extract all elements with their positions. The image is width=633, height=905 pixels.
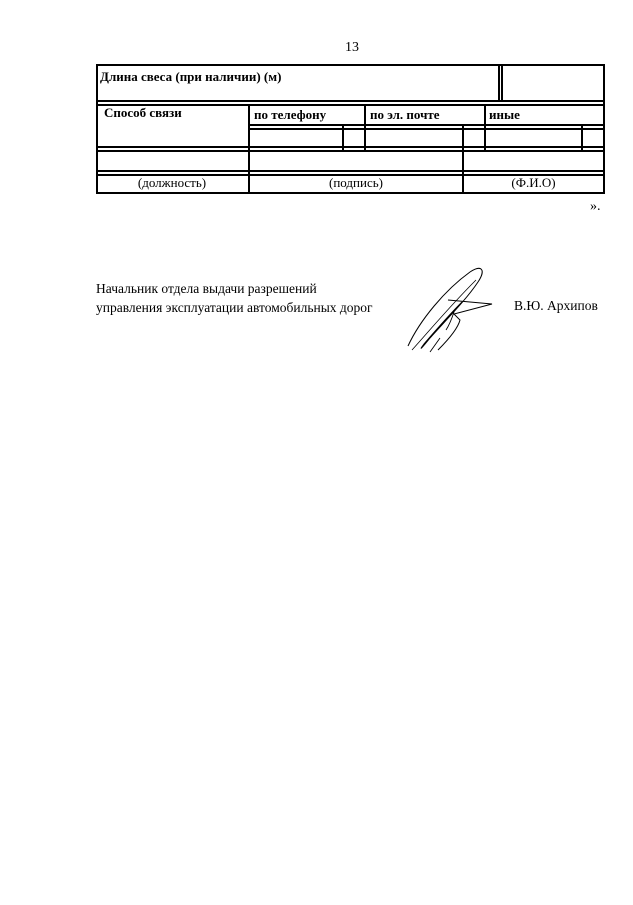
contact-other-label: иные	[489, 107, 520, 122]
name-caption: (Ф.И.О)	[511, 175, 556, 190]
table-rule	[96, 150, 605, 152]
table-rule	[501, 64, 503, 102]
contact-by-email-label: по эл. почте	[370, 107, 440, 122]
signatory-title	[96, 279, 373, 317]
table-rule	[248, 128, 605, 130]
table-border-left	[96, 64, 98, 194]
table-rule	[248, 104, 250, 150]
table-rule	[462, 126, 464, 150]
page-number: 13	[345, 40, 359, 55]
table-rule	[498, 64, 500, 102]
closing-quote: ».	[590, 199, 601, 214]
signatory-name: В.Ю. Архипов	[514, 298, 598, 313]
permit-form-table	[96, 64, 605, 194]
signatory-title-line-2: управления эксплуатации автомобильных дорог	[96, 300, 373, 315]
table-border-bottom	[96, 192, 605, 194]
table-border-top	[96, 64, 605, 66]
table-rule	[342, 126, 344, 150]
handwritten-signature	[400, 260, 505, 360]
contact-method-label: Способ связи	[104, 105, 182, 120]
table-rule	[484, 104, 486, 150]
table-border-right	[603, 64, 605, 194]
overhang-length-label: Длина свеса (при наличии) (м)	[100, 69, 282, 84]
table-rule	[581, 126, 583, 150]
signatory-title-line-1: Начальник отдела выдачи разрешений	[96, 281, 317, 296]
signature-caption: (подпись)	[329, 175, 383, 190]
table-rule	[96, 100, 605, 102]
table-rule	[96, 170, 605, 172]
table-rule	[248, 124, 605, 126]
table-rule	[364, 104, 366, 150]
table-rule	[96, 146, 605, 148]
position-caption: (должность)	[137, 175, 207, 190]
contact-by-phone-label: по телефону	[254, 107, 327, 122]
